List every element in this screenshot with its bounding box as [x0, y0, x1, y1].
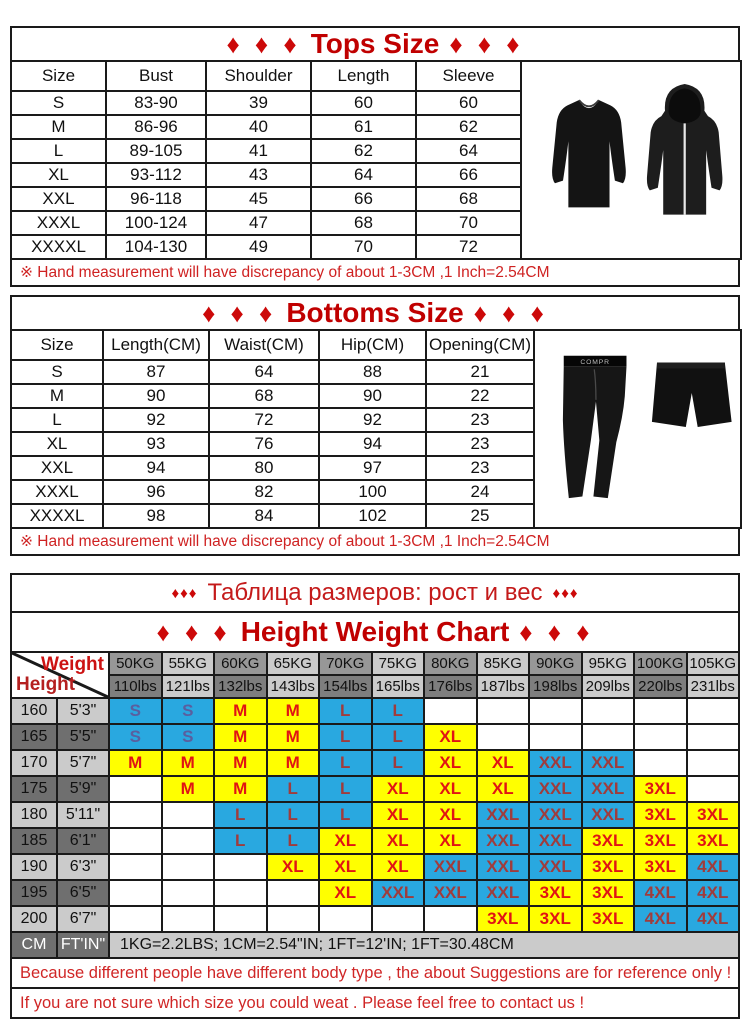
size-cell: XL: [319, 828, 372, 854]
tops-table-cell: 64: [416, 139, 521, 163]
tops-table-cell: 62: [311, 139, 416, 163]
size-cell: 3XL: [687, 828, 740, 854]
height-cm-cell: 185: [11, 828, 57, 854]
weight-kg-cell: 65KG: [267, 652, 320, 675]
height-row: [11, 880, 739, 906]
size-cell: S: [109, 724, 162, 750]
size-cell: 3XL: [634, 776, 687, 802]
tops-table-cell: 45: [206, 187, 311, 211]
weight-lbs-cell: 143lbs: [267, 675, 320, 698]
size-cell-empty: [634, 724, 687, 750]
height-ftin-cell: 6'7": [57, 906, 109, 932]
weight-lbs-cell: 209lbs: [582, 675, 635, 698]
tops-table-photo-cell: [521, 61, 741, 259]
bottoms-table-cell: 94: [103, 456, 209, 480]
size-cell-empty: [424, 698, 477, 724]
size-cell: 4XL: [687, 854, 740, 880]
size-cell: XXL: [529, 854, 582, 880]
size-cell: 3XL: [529, 880, 582, 906]
height-ftin-cell: 5'5": [57, 724, 109, 750]
size-cell: XL: [372, 828, 425, 854]
tops-table-cell: 60: [416, 91, 521, 115]
height-row: [11, 698, 739, 724]
size-cell: XXL: [424, 880, 477, 906]
size-cell-empty: [687, 698, 740, 724]
size-cell-empty: [109, 828, 162, 854]
diamond-icons-right: ♦♦♦: [552, 584, 579, 602]
height-weight-chart-title-bar: [10, 611, 740, 653]
height-row: [11, 724, 739, 750]
contact-note: If you are not sure which size you could weat . Please feel free to contact us !: [10, 987, 740, 1019]
size-cell: XL: [424, 776, 477, 802]
size-cell-empty: [267, 880, 320, 906]
size-cell: L: [372, 698, 425, 724]
height-weight-matrix: [10, 651, 740, 959]
size-cell: 3XL: [634, 802, 687, 828]
bottoms-table-cell: XXXL: [11, 480, 103, 504]
bottoms-table-cell: 82: [209, 480, 319, 504]
bottoms-table-cell: 93: [103, 432, 209, 456]
tops-table-cell: 100-124: [106, 211, 206, 235]
unit-conversions: 1KG=2.2LBS; 1CM=2.54"IN; 1FT=12'IN; 1FT=30.48CM: [109, 932, 739, 958]
height-cm-cell: 170: [11, 750, 57, 776]
size-cell-empty: [582, 724, 635, 750]
bottoms-table-cell: 80: [209, 456, 319, 480]
bottoms-table-column-header: Waist(CM): [209, 330, 319, 360]
bottoms-table-cell: 90: [103, 384, 209, 408]
size-cell: XL: [319, 880, 372, 906]
weight-lbs-cell: 154lbs: [319, 675, 372, 698]
tops-table-column-header: Bust: [106, 61, 206, 91]
size-cell: 3XL: [687, 802, 740, 828]
size-cell-empty: [109, 880, 162, 906]
weight-kg-cell: 105KG: [687, 652, 740, 675]
size-cell: M: [267, 698, 320, 724]
height-row: [11, 776, 739, 802]
size-cell: M: [109, 750, 162, 776]
size-cell: 3XL: [634, 854, 687, 880]
tops-table-column-header: Size: [11, 61, 106, 91]
size-cell: XXL: [529, 750, 582, 776]
height-ftin-cell: 6'5": [57, 880, 109, 906]
bottoms-table-cell: XL: [11, 432, 103, 456]
height-ftin-cell: 6'3": [57, 854, 109, 880]
size-cell: XL: [424, 828, 477, 854]
size-cell: M: [214, 698, 267, 724]
russian-title-bar: [10, 573, 740, 613]
size-cell: L: [267, 776, 320, 802]
size-cell: XXL: [582, 750, 635, 776]
size-cell: M: [214, 750, 267, 776]
diamond-icons-left: ♦ ♦ ♦: [156, 616, 231, 647]
size-cell-empty: [477, 698, 530, 724]
tops-size-table: [10, 60, 742, 260]
bottoms-title: Bottoms Size: [286, 297, 464, 328]
weight-lbs-cell: 121lbs: [162, 675, 215, 698]
weight-kg-cell: 55KG: [162, 652, 215, 675]
weight-lbs-cell: 220lbs: [634, 675, 687, 698]
bottoms-table-header-row: [11, 330, 741, 360]
size-chart-page: [10, 0, 740, 1019]
bottoms-table-cell: 23: [426, 432, 534, 456]
diamond-icons-left: ♦♦♦: [171, 584, 198, 602]
weight-kg-cell: 80KG: [424, 652, 477, 675]
tops-table-cell: XXL: [11, 187, 106, 211]
tops-table-cell: 93-112: [106, 163, 206, 187]
tops-table-cell: 40: [206, 115, 311, 139]
tops-table-cell: 89-105: [106, 139, 206, 163]
weight-lbs-cell: 231lbs: [687, 675, 740, 698]
size-cell: S: [162, 724, 215, 750]
size-cell: XXL: [477, 854, 530, 880]
bottoms-table-cell: 90: [319, 384, 426, 408]
size-cell: XXL: [372, 880, 425, 906]
size-cell: XXL: [477, 802, 530, 828]
size-cell: XXL: [529, 776, 582, 802]
height-cm-cell: 190: [11, 854, 57, 880]
russian-size-table-title: Таблица размеров: рост и вес: [207, 579, 543, 606]
size-cell-empty: [214, 854, 267, 880]
tops-table-cell: 104-130: [106, 235, 206, 259]
bottoms-table-cell: 22: [426, 384, 534, 408]
tops-table-column-header: Length: [311, 61, 416, 91]
tops-table-header-row: [11, 61, 741, 91]
weight-kg-cell: 95KG: [582, 652, 635, 675]
size-cell: 4XL: [634, 906, 687, 932]
weight-lbs-cell: 187lbs: [477, 675, 530, 698]
tops-title: Tops Size: [310, 28, 440, 59]
weight-lbs-cell: 110lbs: [109, 675, 162, 698]
tops-table-cell: 68: [416, 187, 521, 211]
size-cell-empty: [267, 906, 320, 932]
bottoms-table-cell: 72: [209, 408, 319, 432]
bottoms-table-cell: 25: [426, 504, 534, 528]
size-cell: XL: [372, 776, 425, 802]
tops-table-cell: 49: [206, 235, 311, 259]
size-cell: L: [319, 802, 372, 828]
bottoms-table-cell: 92: [319, 408, 426, 432]
height-ftin-cell: 6'1": [57, 828, 109, 854]
weight-lbs-cell: 132lbs: [214, 675, 267, 698]
size-cell: L: [372, 724, 425, 750]
tops-table-cell: XXXXL: [11, 235, 106, 259]
tops-table-cell: 72: [416, 235, 521, 259]
tops-product-photo: [522, 75, 740, 245]
weight-kg-cell: 60KG: [214, 652, 267, 675]
weight-lbs-cell: 176lbs: [424, 675, 477, 698]
size-cell-empty: [162, 906, 215, 932]
size-cell: 3XL: [582, 906, 635, 932]
bottoms-table-column-header: Length(CM): [103, 330, 209, 360]
size-cell: XL: [372, 854, 425, 880]
bottoms-table-cell: 98: [103, 504, 209, 528]
diamond-icons-right: ♦ ♦ ♦: [449, 28, 524, 59]
size-cell: L: [319, 724, 372, 750]
weight-kg-cell: 85KG: [477, 652, 530, 675]
height-cm-cell: 180: [11, 802, 57, 828]
height-row: [11, 802, 739, 828]
size-cell: M: [267, 724, 320, 750]
bottoms-table-cell: 24: [426, 480, 534, 504]
size-cell: 4XL: [687, 906, 740, 932]
bottoms-table-cell: 87: [103, 360, 209, 384]
size-cell-empty: [529, 698, 582, 724]
tops-table-cell: 83-90: [106, 91, 206, 115]
size-cell: L: [319, 750, 372, 776]
tops-table-cell: L: [11, 139, 106, 163]
tops-table-cell: 96-118: [106, 187, 206, 211]
tops-table-cell: 66: [311, 187, 416, 211]
size-cell: 3XL: [582, 854, 635, 880]
size-cell-empty: [634, 698, 687, 724]
tops-table-cell: 47: [206, 211, 311, 235]
bottoms-table-cell: 88: [319, 360, 426, 384]
size-cell: 3XL: [477, 906, 530, 932]
size-cell: 3XL: [634, 828, 687, 854]
size-cell: XL: [319, 854, 372, 880]
size-cell-empty: [214, 906, 267, 932]
weight-lbs-row: [11, 675, 739, 698]
weight-kg-cell: 50KG: [109, 652, 162, 675]
tops-table-cell: 39: [206, 91, 311, 115]
height-row: [11, 750, 739, 776]
size-cell: XL: [424, 750, 477, 776]
size-cell: XXL: [529, 802, 582, 828]
bottoms-table-column-header: Size: [11, 330, 103, 360]
size-cell: XXL: [477, 880, 530, 906]
tops-table-cell: 70: [311, 235, 416, 259]
size-cell-empty: [687, 776, 740, 802]
size-cell-empty: [109, 906, 162, 932]
bottoms-table-cell: 21: [426, 360, 534, 384]
size-cell: XXL: [529, 828, 582, 854]
size-cell: XL: [477, 776, 530, 802]
tops-table-cell: M: [11, 115, 106, 139]
height-cm-cell: 195: [11, 880, 57, 906]
height-cm-cell: 160: [11, 698, 57, 724]
size-cell: L: [214, 828, 267, 854]
height-row: [11, 828, 739, 854]
size-cell: XXL: [582, 802, 635, 828]
bottoms-table-cell: XXXXL: [11, 504, 103, 528]
tops-table-column-header: Shoulder: [206, 61, 311, 91]
tops-table-cell: 64: [311, 163, 416, 187]
size-cell-empty: [372, 906, 425, 932]
diamond-icons-right: ♦ ♦ ♦: [473, 297, 548, 328]
shirt-and-hoodie-illustration: [531, 75, 731, 245]
weight-lbs-cell: 165lbs: [372, 675, 425, 698]
size-cell: L: [214, 802, 267, 828]
size-cell-empty: [687, 750, 740, 776]
svg-text:COMPR: COMPR: [580, 358, 610, 366]
size-cell: L: [319, 698, 372, 724]
size-cell: XL: [424, 724, 477, 750]
size-cell: XXL: [582, 776, 635, 802]
size-cell: XL: [372, 802, 425, 828]
bottoms-table-cell: 68: [209, 384, 319, 408]
bottoms-measurement-note: ※ Hand measurement will have discrepancy of about 1-3CM ,1 Inch=2.54CM: [10, 527, 740, 556]
size-cell: 3XL: [529, 906, 582, 932]
tops-table-cell: 66: [416, 163, 521, 187]
size-cell: L: [267, 802, 320, 828]
bottoms-table-cell: 64: [209, 360, 319, 384]
bottoms-table-cell: L: [11, 408, 103, 432]
size-cell-empty: [529, 724, 582, 750]
bottoms-table-cell: 23: [426, 408, 534, 432]
size-cell: 3XL: [582, 828, 635, 854]
diamond-icons-left: ♦ ♦ ♦: [226, 28, 301, 59]
tops-table-cell: 86-96: [106, 115, 206, 139]
bottoms-table-cell: 97: [319, 456, 426, 480]
diamond-icons-left: ♦ ♦ ♦: [202, 297, 277, 328]
bottoms-size-table: [10, 329, 742, 529]
size-cell: M: [267, 750, 320, 776]
size-cell-empty: [214, 880, 267, 906]
tops-table-cell: 70: [416, 211, 521, 235]
diamond-icons-right: ♦ ♦ ♦: [519, 616, 594, 647]
size-cell: L: [267, 828, 320, 854]
size-cell-empty: [162, 880, 215, 906]
tops-table-cell: 62: [416, 115, 521, 139]
size-cell-empty: [424, 906, 477, 932]
tops-table-cell: 61: [311, 115, 416, 139]
tops-table-cell: 41: [206, 139, 311, 163]
height-ftin-cell: 5'11": [57, 802, 109, 828]
size-cell: M: [214, 776, 267, 802]
tops-table-cell: XXXL: [11, 211, 106, 235]
tops-table-cell: 43: [206, 163, 311, 187]
size-cell: 4XL: [634, 880, 687, 906]
tops-table-cell: S: [11, 91, 106, 115]
bottoms-table-cell: 84: [209, 504, 319, 528]
height-ftin-cell: 5'7": [57, 750, 109, 776]
bottoms-table-column-header: Opening(CM): [426, 330, 534, 360]
bottoms-title-bar: [10, 295, 740, 331]
size-cell-empty: [319, 906, 372, 932]
bottoms-table-cell: 23: [426, 456, 534, 480]
bottoms-table-photo-cell: [534, 330, 741, 528]
size-cell-empty: [162, 828, 215, 854]
tops-measurement-note: ※ Hand measurement will have discrepancy of about 1-3CM ,1 Inch=2.54CM: [10, 258, 740, 287]
tops-title-bar: [10, 26, 740, 62]
weight-kg-cell: 75KG: [372, 652, 425, 675]
bottoms-table-cell: 94: [319, 432, 426, 456]
size-cell: L: [319, 776, 372, 802]
size-cell: L: [372, 750, 425, 776]
height-row: [11, 906, 739, 932]
height-cm-cell: 165: [11, 724, 57, 750]
size-cell-empty: [582, 698, 635, 724]
size-cell: 4XL: [687, 880, 740, 906]
tops-table-column-header: Sleeve: [416, 61, 521, 91]
bottoms-product-photo: [535, 347, 740, 512]
size-cell-empty: [162, 854, 215, 880]
disclaimer-note: Because different people have different body type , the about Suggestions are for reference only !: [10, 957, 740, 989]
weight-kg-cell: 90KG: [529, 652, 582, 675]
bottoms-table-cell: 92: [103, 408, 209, 432]
bottoms-table-cell: 100: [319, 480, 426, 504]
weight-kg-cell: 70KG: [319, 652, 372, 675]
size-cell: XL: [267, 854, 320, 880]
bottoms-table-cell: S: [11, 360, 103, 384]
size-cell-empty: [162, 802, 215, 828]
size-cell: M: [162, 776, 215, 802]
size-cell: S: [162, 698, 215, 724]
weight-lbs-cell: 198lbs: [529, 675, 582, 698]
weight-height-corner-cell: [11, 652, 109, 698]
weight-axis-label: Weight: [41, 654, 104, 675]
bottoms-table-cell: 102: [319, 504, 426, 528]
bottoms-table-cell: 76: [209, 432, 319, 456]
size-cell: XL: [424, 802, 477, 828]
weight-kg-cell: 100KG: [634, 652, 687, 675]
size-cell-empty: [634, 750, 687, 776]
size-cell: XXL: [477, 828, 530, 854]
size-cell: S: [109, 698, 162, 724]
bottoms-table-column-header: Hip(CM): [319, 330, 426, 360]
size-cell: 3XL: [582, 880, 635, 906]
bottoms-table-cell: 96: [103, 480, 209, 504]
conversion-row: [11, 932, 739, 958]
height-axis-label: Height: [16, 674, 76, 695]
size-cell-empty: [109, 854, 162, 880]
tops-table-cell: 68: [311, 211, 416, 235]
size-cell: M: [162, 750, 215, 776]
size-cell: XL: [477, 750, 530, 776]
size-cell-empty: [687, 724, 740, 750]
tops-table-cell: XL: [11, 163, 106, 187]
height-ftin-cell: 5'9": [57, 776, 109, 802]
leggings-and-shorts-illustration: [540, 347, 735, 512]
weight-kg-row: [11, 652, 739, 675]
size-cell: M: [214, 724, 267, 750]
bottoms-table-cell: M: [11, 384, 103, 408]
height-ftin-cell: 5'3": [57, 698, 109, 724]
cm-unit-label: CM: [11, 932, 57, 958]
height-weight-chart-title: Height Weight Chart: [240, 616, 510, 647]
size-cell: XXL: [424, 854, 477, 880]
height-cm-cell: 175: [11, 776, 57, 802]
tops-table-cell: 60: [311, 91, 416, 115]
size-cell-empty: [109, 776, 162, 802]
size-cell-empty: [477, 724, 530, 750]
height-row: [11, 854, 739, 880]
ftin-unit-label: FT'IN": [57, 932, 109, 958]
size-cell-empty: [109, 802, 162, 828]
bottoms-table-cell: XXL: [11, 456, 103, 480]
height-cm-cell: 200: [11, 906, 57, 932]
